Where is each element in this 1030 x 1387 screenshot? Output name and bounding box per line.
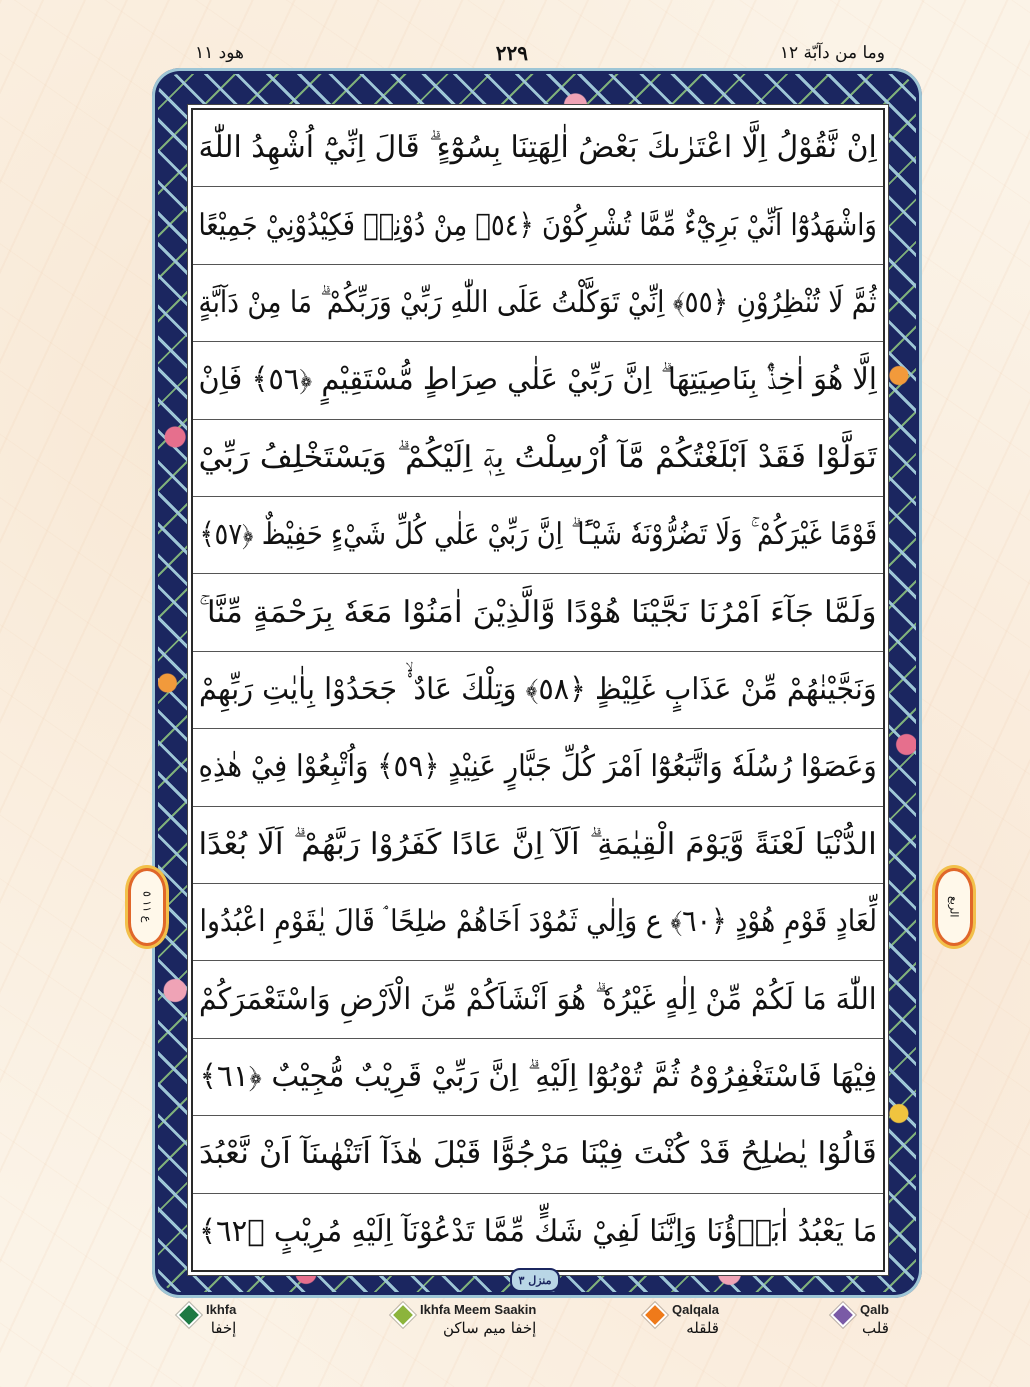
- text-line: وَاشْهَدُوْٓا اَنِّيْ بَرِيْٓءٌ مِّمَّا تُشْرِكُوْنَ ﴿٥٤﴾ مِنْ دُوْنِهٖ فَكِيْدُوْنِيْ جَمِيْعًا: [193, 187, 883, 264]
- text-line: لِّعَادٍ قَوْمِ هُوْدٍ ﴿٦٠﴾ ع وَاِلٰي ثَمُوْدَ اَخَاهُمْ صٰلِحًا ۘ قَالَ يٰقَوْمِ اعْبُدُوا: [193, 884, 883, 961]
- diamond-icon: [830, 1302, 855, 1327]
- text-line: اِلَّا هُوَ اٰخِذٌۢ بِنَاصِيَتِهَا ۗ اِنَّ رَبِّيْ عَلٰي صِرَاطٍ مُّسْتَقِيْمٍ ﴿٥٦﴾ فَاِنْ: [193, 342, 883, 419]
- diamond-icon: [176, 1302, 201, 1327]
- page-number: ٢٢٩: [495, 41, 529, 65]
- ruku-marker: ع ١١ ٥: [128, 868, 166, 946]
- text-line: وَلَمَّا جَآءَ اَمْرُنَا نَجَّيْنَا هُوْدًا وَّالَّذِيْنَ اٰمَنُوْا مَعَهٗ بِرَحْمَةٍ مِّنَّا ۚ: [193, 574, 883, 651]
- manzil-marker: منزل ٣: [510, 1268, 560, 1292]
- tajweed-legend: [170, 1302, 890, 1352]
- text-line: فِيْهَا فَاسْتَغْفِرُوْهُ ثُمَّ تُوْبُوْٓا اِلَيْهِ ۗ اِنَّ رَبِّيْ قَرِيْبٌ مُّجِيْبٌ ﴿٦١﴾: [193, 1039, 883, 1116]
- text-line: اِنْ نَّقُوْلُ اِلَّا اعْتَرٰىكَ بَعْضُ اٰلِهَتِنَا بِسُوْٓءٍ ۗ قَالَ اِنِّيْٓ اُشْهِدُ اللّٰهَ: [193, 110, 883, 187]
- text-line: الدُّنْيَا لَعْنَةً وَّيَوْمَ الْقِيٰمَةِ ۗ اَلَآ اِنَّ عَادًا كَفَرُوْا رَبَّهُمْ ۗ اَلَا بُعْدًا: [193, 807, 883, 884]
- text-line: قَوْمًا غَيْرَكُمْ ۚ وَلَا تَضُرُّوْنَهٗ شَيْـًٔا ۗ اِنَّ رَبِّيْ عَلٰي كُلِّ شَيْءٍ حَفِيْظٌ ﴿٥٧﴾: [193, 497, 883, 574]
- legend-item-ikhfa: Ikhfa إخفا: [176, 1302, 236, 1337]
- text-line: وَعَصَوْا رُسُلَهٗ وَاتَّبَعُوْٓا اَمْرَ كُلِّ جَبَّارٍ عَنِيْدٍ ﴿٥٩﴾ وَاُتْبِعُوْا فِيْ هٰذِهِ: [193, 729, 883, 806]
- text-line: وَنَجَّيْنٰهُمْ مِّنْ عَذَابٍ غَلِيْظٍ ﴿٥٨﴾ وَتِلْكَ عَادٌ ۟ۙ جَحَدُوْا بِاٰيٰتِ رَبِّهِمْ: [193, 652, 883, 729]
- page-header: [195, 36, 885, 70]
- diamond-icon: [642, 1302, 667, 1327]
- text-line: ثُمَّ لَا تُنْظِرُوْنِ ﴿٥٥﴾ اِنِّيْ تَوَكَّلْتُ عَلَى اللّٰهِ رَبِّيْ وَرَبِّكُمْ ۗ مَا مِنْ دَآبَّةٍ: [193, 265, 883, 342]
- text-line: تَوَلَّوْا فَقَدْ اَبْلَغْتُكُمْ مَّآ اُرْسِلْتُ بِهٖٓ اِلَيْكُمْ ۗ وَيَسْتَخْلِفُ رَبِّيْ: [193, 420, 883, 497]
- legend-item-qalqala: Qalqala قلقله: [642, 1302, 719, 1337]
- legend-item-ikhfa-meem-saakin: Ikhfa Meem Saakin إخفا ميم ساكن: [390, 1302, 536, 1337]
- rub-marker: الربع: [935, 868, 973, 946]
- juz-name: وما من دآبّة ١٢: [779, 43, 885, 63]
- surah-name: هود ١١: [195, 43, 244, 63]
- quran-text-panel: [191, 108, 885, 1272]
- diamond-icon: [390, 1302, 415, 1327]
- text-line: مَا يَعْبُدُ اٰبَاۗؤُنَا وَاِنَّنَا لَفِيْ شَكٍّ مِّمَّا تَدْعُوْنَآ اِلَيْهِ مُرِيْبٍ ﴿٦٢﴾: [198, 1213, 878, 1249]
- text-line: اللّٰهَ مَا لَكُمْ مِّنْ اِلٰهٍ غَيْرُهٗ ۗ هُوَ اَنْشَاَكُمْ مِّنَ الْاَرْضِ وَاسْتَعْمَرَكُمْ: [193, 961, 883, 1038]
- text-line: قَالُوْا يٰصٰلِحُ قَدْ كُنْتَ فِيْنَا مَرْجُوًّا قَبْلَ هٰذَآ اَتَنْهٰىنَآ اَنْ نَّعْبُدَ: [193, 1116, 883, 1193]
- legend-item-qalb: Qalb قلب: [830, 1302, 889, 1337]
